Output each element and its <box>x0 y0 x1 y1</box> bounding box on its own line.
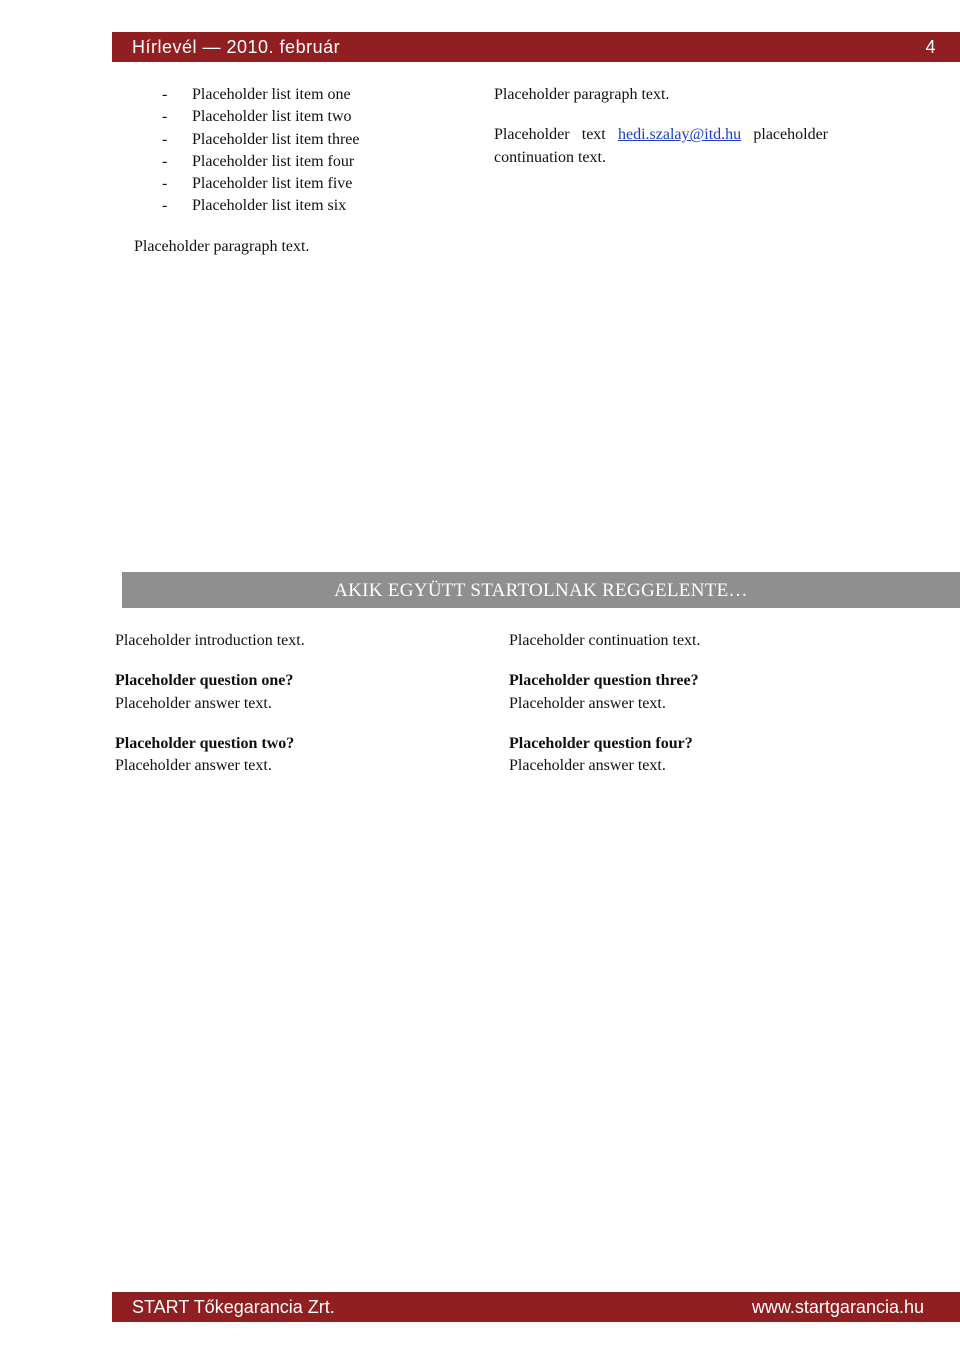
footer-company: START Tőkegarancia Zrt. <box>132 1296 335 1317</box>
question-1: Placeholder question one? <box>115 672 294 690</box>
banner-title: AKIK EGYÜTT STARTOLNAK REGGELENTE… <box>334 580 748 601</box>
answer-2: Placeholder answer text. <box>115 757 272 775</box>
criteria-item: - Placeholder list item one <box>134 84 464 106</box>
top-left-column <box>134 84 464 258</box>
section-banner <box>122 572 960 608</box>
registration-paragraph: Placeholder paragraph text. <box>134 237 310 255</box>
answer-4: Placeholder answer text. <box>509 757 666 775</box>
question-3: Placeholder question three? <box>509 672 699 690</box>
registration-info <box>494 124 828 169</box>
header-bar <box>112 32 960 62</box>
interview-right-column <box>509 630 846 777</box>
criteria-item: - Placeholder list item six <box>134 195 464 217</box>
question-2: Placeholder question two? <box>115 734 295 752</box>
interview-intro: Placeholder introduction text. <box>115 632 305 649</box>
criteria-item: - Placeholder list item five <box>134 173 464 195</box>
top-right-column <box>494 84 828 169</box>
registration-rest: placeholder continuation text. <box>494 126 828 166</box>
criteria-item: - Placeholder list item two <box>134 106 464 128</box>
answer-1: Placeholder answer text. <box>115 694 272 712</box>
question-4: Placeholder question four? <box>509 734 693 752</box>
interview-left-column <box>115 630 451 777</box>
answer-3: Placeholder answer text. <box>509 694 666 712</box>
registration-intro: Placeholder text <box>494 126 606 144</box>
footer-bar <box>112 1292 960 1322</box>
email-link[interactable]: hedi.szalay@itd.hu <box>617 126 742 144</box>
page-number: 4 <box>925 36 936 57</box>
forum-paragraph: Placeholder paragraph text. <box>494 86 670 103</box>
criteria-item: - Placeholder list item four <box>134 151 464 173</box>
footer-website[interactable]: www.startgarancia.hu <box>751 1296 924 1317</box>
answer-2-continued: Placeholder continuation text. <box>509 632 701 649</box>
criteria-item: - Placeholder list item three <box>134 129 464 151</box>
newsletter-title: Hírlevél — 2010. február <box>132 36 341 57</box>
criteria-list <box>134 84 464 218</box>
